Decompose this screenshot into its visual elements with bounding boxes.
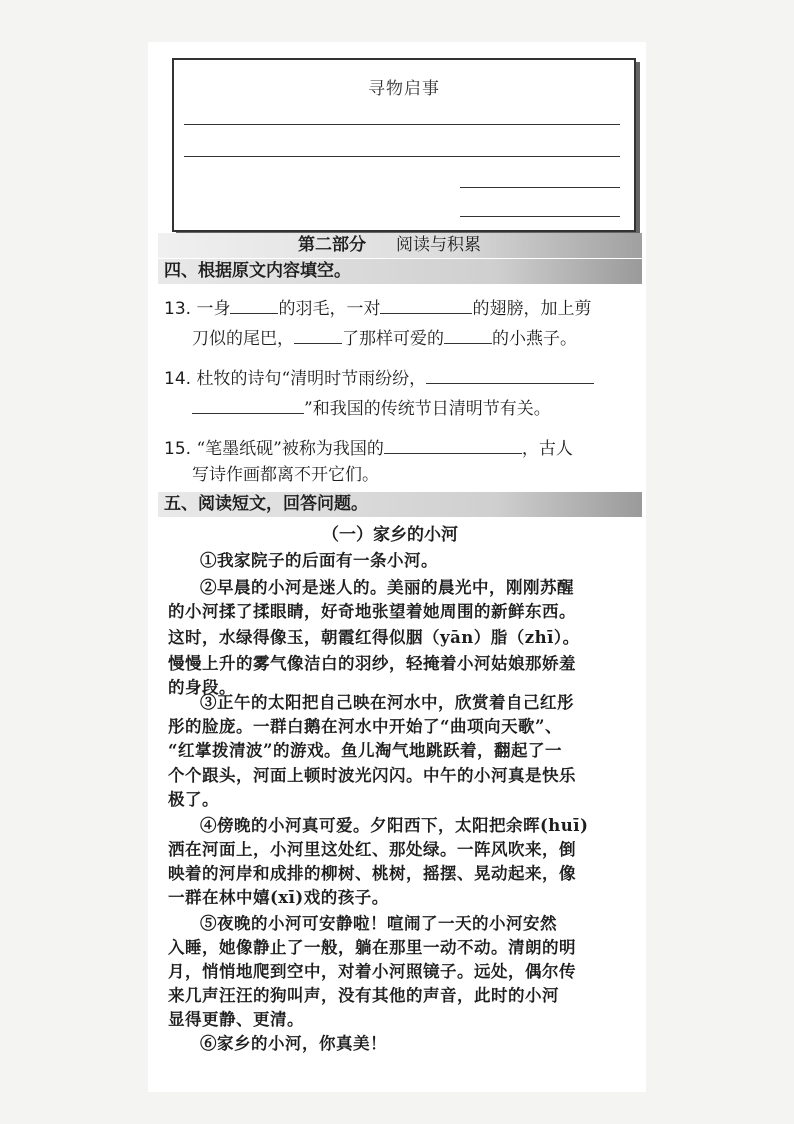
answer-blank[interactable] xyxy=(294,326,342,344)
notice-write-line[interactable] xyxy=(184,124,620,125)
answer-blank[interactable] xyxy=(426,366,594,384)
answer-blank[interactable] xyxy=(230,296,278,314)
passage-line: 个个跟头，河面上顿时波光闪闪。中午的小河真是快乐 xyxy=(168,766,576,785)
passage-title: （一）家乡的小河 xyxy=(322,525,458,545)
passage-line: 入睡，她像静止了一般，躺在那里一动不动。清朗的明 xyxy=(168,938,576,957)
passage-line: 一群在林中嬉(xī)戏的孩子。 xyxy=(168,888,389,907)
passage-line: 慢慢上升的雾气像洁白的羽纱，轻掩着小河姑娘那娇羞 xyxy=(168,654,576,673)
passage-line: 映着的河岸和成排的柳树、桃树，摇摆、晃动起来，像 xyxy=(168,864,576,883)
section5-heading: 五、阅读短文，回答问题。 xyxy=(164,494,368,514)
question-14-line2: ”和我国的传统节日清明节有关。 xyxy=(192,396,551,420)
notice-signature-line[interactable] xyxy=(460,187,620,188)
question-number: 15. xyxy=(164,439,192,459)
passage-line: 极了。 xyxy=(168,790,219,809)
question-number: 13. xyxy=(164,299,192,319)
passage-line: ④傍晚的小河真可爱。夕阳西下，太阳把余晖(huī) xyxy=(200,816,589,835)
passage-line: 月，悄悄地爬到空中，对着小河照镜子。远处，偶尔传 xyxy=(168,962,576,981)
passage-line: 的小河揉了揉眼睛，好奇地张望着她周围的新鲜东西。 xyxy=(168,602,576,621)
passage-line: 彤的脸庞。一群白鹅在河水中开始了“曲项向天歌”、 xyxy=(168,717,562,736)
question-13-line1: 13. 一身 的羽毛，一对 的翅膀，加上剪 xyxy=(164,296,591,320)
passage-line: ①我家院子的后面有一条小河。 xyxy=(200,551,438,570)
passage-line: 显得更静、更清。 xyxy=(168,1010,304,1029)
passage-line: “红掌拨清波”的游戏。鱼儿淘气地跳跃着，翻起了一 xyxy=(168,741,562,760)
question-number: 14. xyxy=(164,369,192,389)
passage-line: ②早晨的小河是迷人的。美丽的晨光中，刚刚苏醒 xyxy=(200,578,574,597)
section5-heading-band xyxy=(158,492,642,517)
question-15-line2: 写诗作画都离不开它们。 xyxy=(192,465,379,485)
answer-blank[interactable] xyxy=(444,326,492,344)
section4-heading-band xyxy=(158,259,642,284)
passage-line: 这时，水绿得像玉，朝霞红得似胭（yān）脂（zhī）。 xyxy=(168,628,580,647)
section4-heading: 四、根据原文内容填空。 xyxy=(164,261,351,281)
passage-line: 来几声汪汪的狗叫声，没有其他的声音，此时的小河 xyxy=(168,986,559,1005)
part-two-subtitle: 阅读与积累 xyxy=(396,235,481,255)
part-two-title: 第二部分 xyxy=(298,235,366,255)
notice-write-line[interactable] xyxy=(184,156,620,157)
passage-line: ⑤夜晚的小河可安静啦！喧闹了一天的小河安然 xyxy=(200,914,557,933)
question-15-line1: 15. “笔墨纸砚”被称为我国的 ，古人 xyxy=(164,436,573,460)
answer-blank[interactable] xyxy=(384,436,522,454)
lost-item-notice-box xyxy=(172,58,636,232)
notice-date-line[interactable] xyxy=(460,216,620,217)
question-13-line2: 刀似的尾巴， 了那样可爱的 的小燕子。 xyxy=(192,326,577,350)
passage-line: ⑥家乡的小河，你真美！ xyxy=(200,1034,387,1053)
part-two-band xyxy=(158,233,642,258)
answer-blank[interactable] xyxy=(192,396,304,414)
passage-line: 洒在河面上，小河里这处红、那处绿。一阵风吹来，倒 xyxy=(168,840,576,859)
notice-title: 寻物启事 xyxy=(368,79,440,99)
passage-line: ③正午的太阳把自己映在河水中，欣赏着自己红彤 xyxy=(200,693,574,712)
question-14-line1: 14. 杜牧的诗句“清明时节雨纷纷， xyxy=(164,366,594,390)
answer-blank[interactable] xyxy=(380,296,472,314)
passage-line: 的身段。 xyxy=(168,678,236,697)
